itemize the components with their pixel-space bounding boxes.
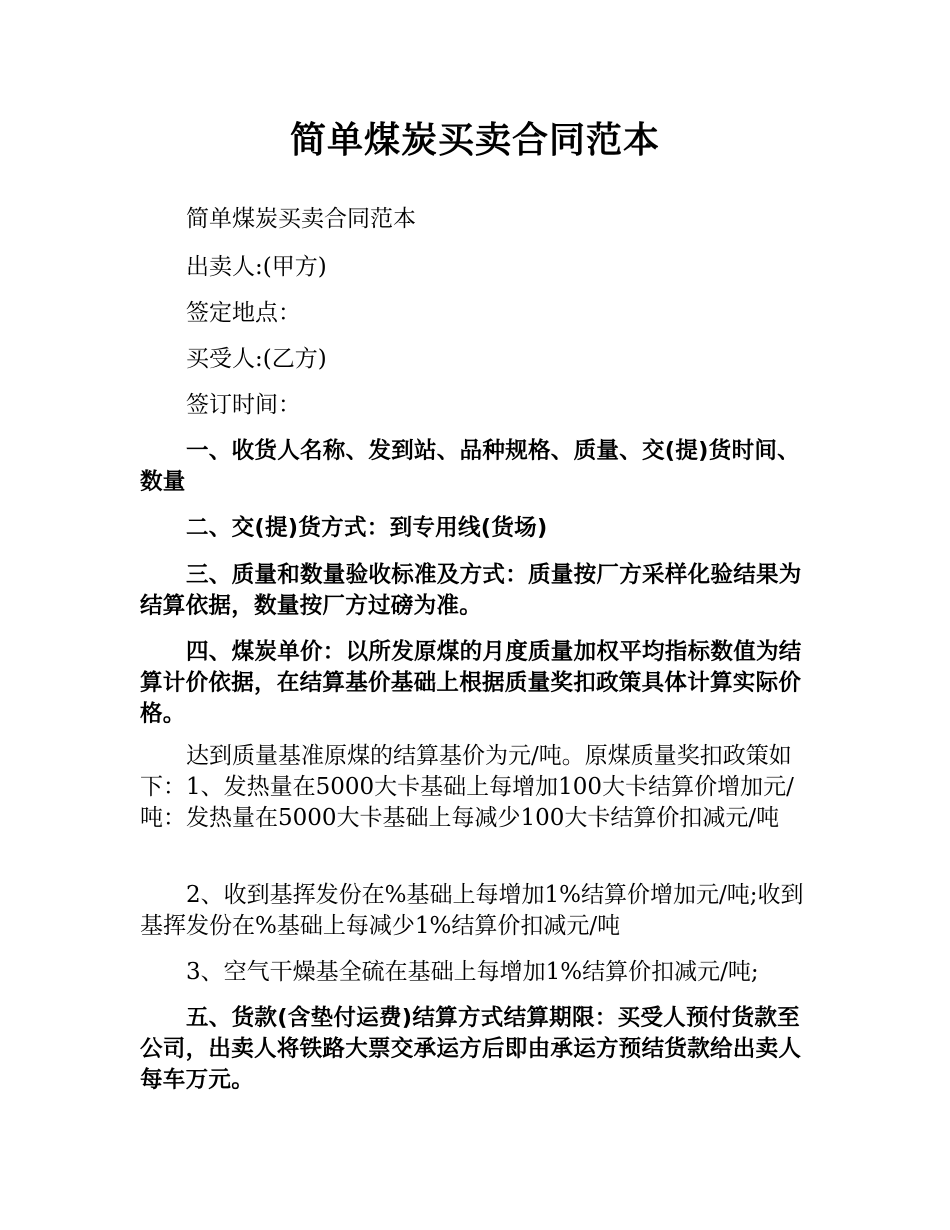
paragraph-signing-place: 签定地点： <box>186 300 301 326</box>
clause-5: 五、货款(含垫付运费)结算方式结算期限：买受人预付货款至公司，出卖人将铁路大票交承运方后即由承运方预结货款给出卖人每车万元。 <box>140 1005 802 1093</box>
document-title: 简单煤炭买卖合同范本 <box>289 120 660 161</box>
clause-2: 二、交(提)货方式：到专用线(货场) <box>186 515 548 541</box>
paragraph-volatile-matter: 2、收到基挥发份在%基础上每增加1%结算价增加元/吨;收到基挥发份在%基础上每减少1%结算价扣减元/吨 <box>140 882 804 939</box>
paragraph-seller: 出卖人:(甲方) <box>186 254 327 280</box>
paragraph-signing-time: 签订时间： <box>186 392 301 418</box>
paragraph-sulfur: 3、空气干燥基全硫在基础上每增加1%结算价扣减元/吨; <box>186 959 759 985</box>
paragraph-buyer: 买受人:(乙方) <box>186 346 327 372</box>
clause-1: 一、收货人名称、发到站、品种规格、质量、交(提)货时间、数量 <box>140 438 800 495</box>
paragraph-base-price: 达到质量基准原煤的结算基价为元/吨。原煤质量奖扣政策如下：1、发热量在5000大卡基础上每增加100大卡结算价增加元/吨：发热量在5000大卡基础上每减少100大卡结算价扣减元/吨 <box>140 743 794 831</box>
clause-4: 四、煤炭单价：以所发原煤的月度质量加权平均指标数值为结算计价依据，在结算基价基础上根据质量奖扣政策具体计算实际价格。 <box>140 639 802 727</box>
paragraph-heading-repeat: 简单煤炭买卖合同范本 <box>186 206 416 232</box>
clause-3: 三、质量和数量验收标准及方式：质量按厂方采样化验结果为结算依据，数量按厂方过磅为准。 <box>140 562 802 619</box>
